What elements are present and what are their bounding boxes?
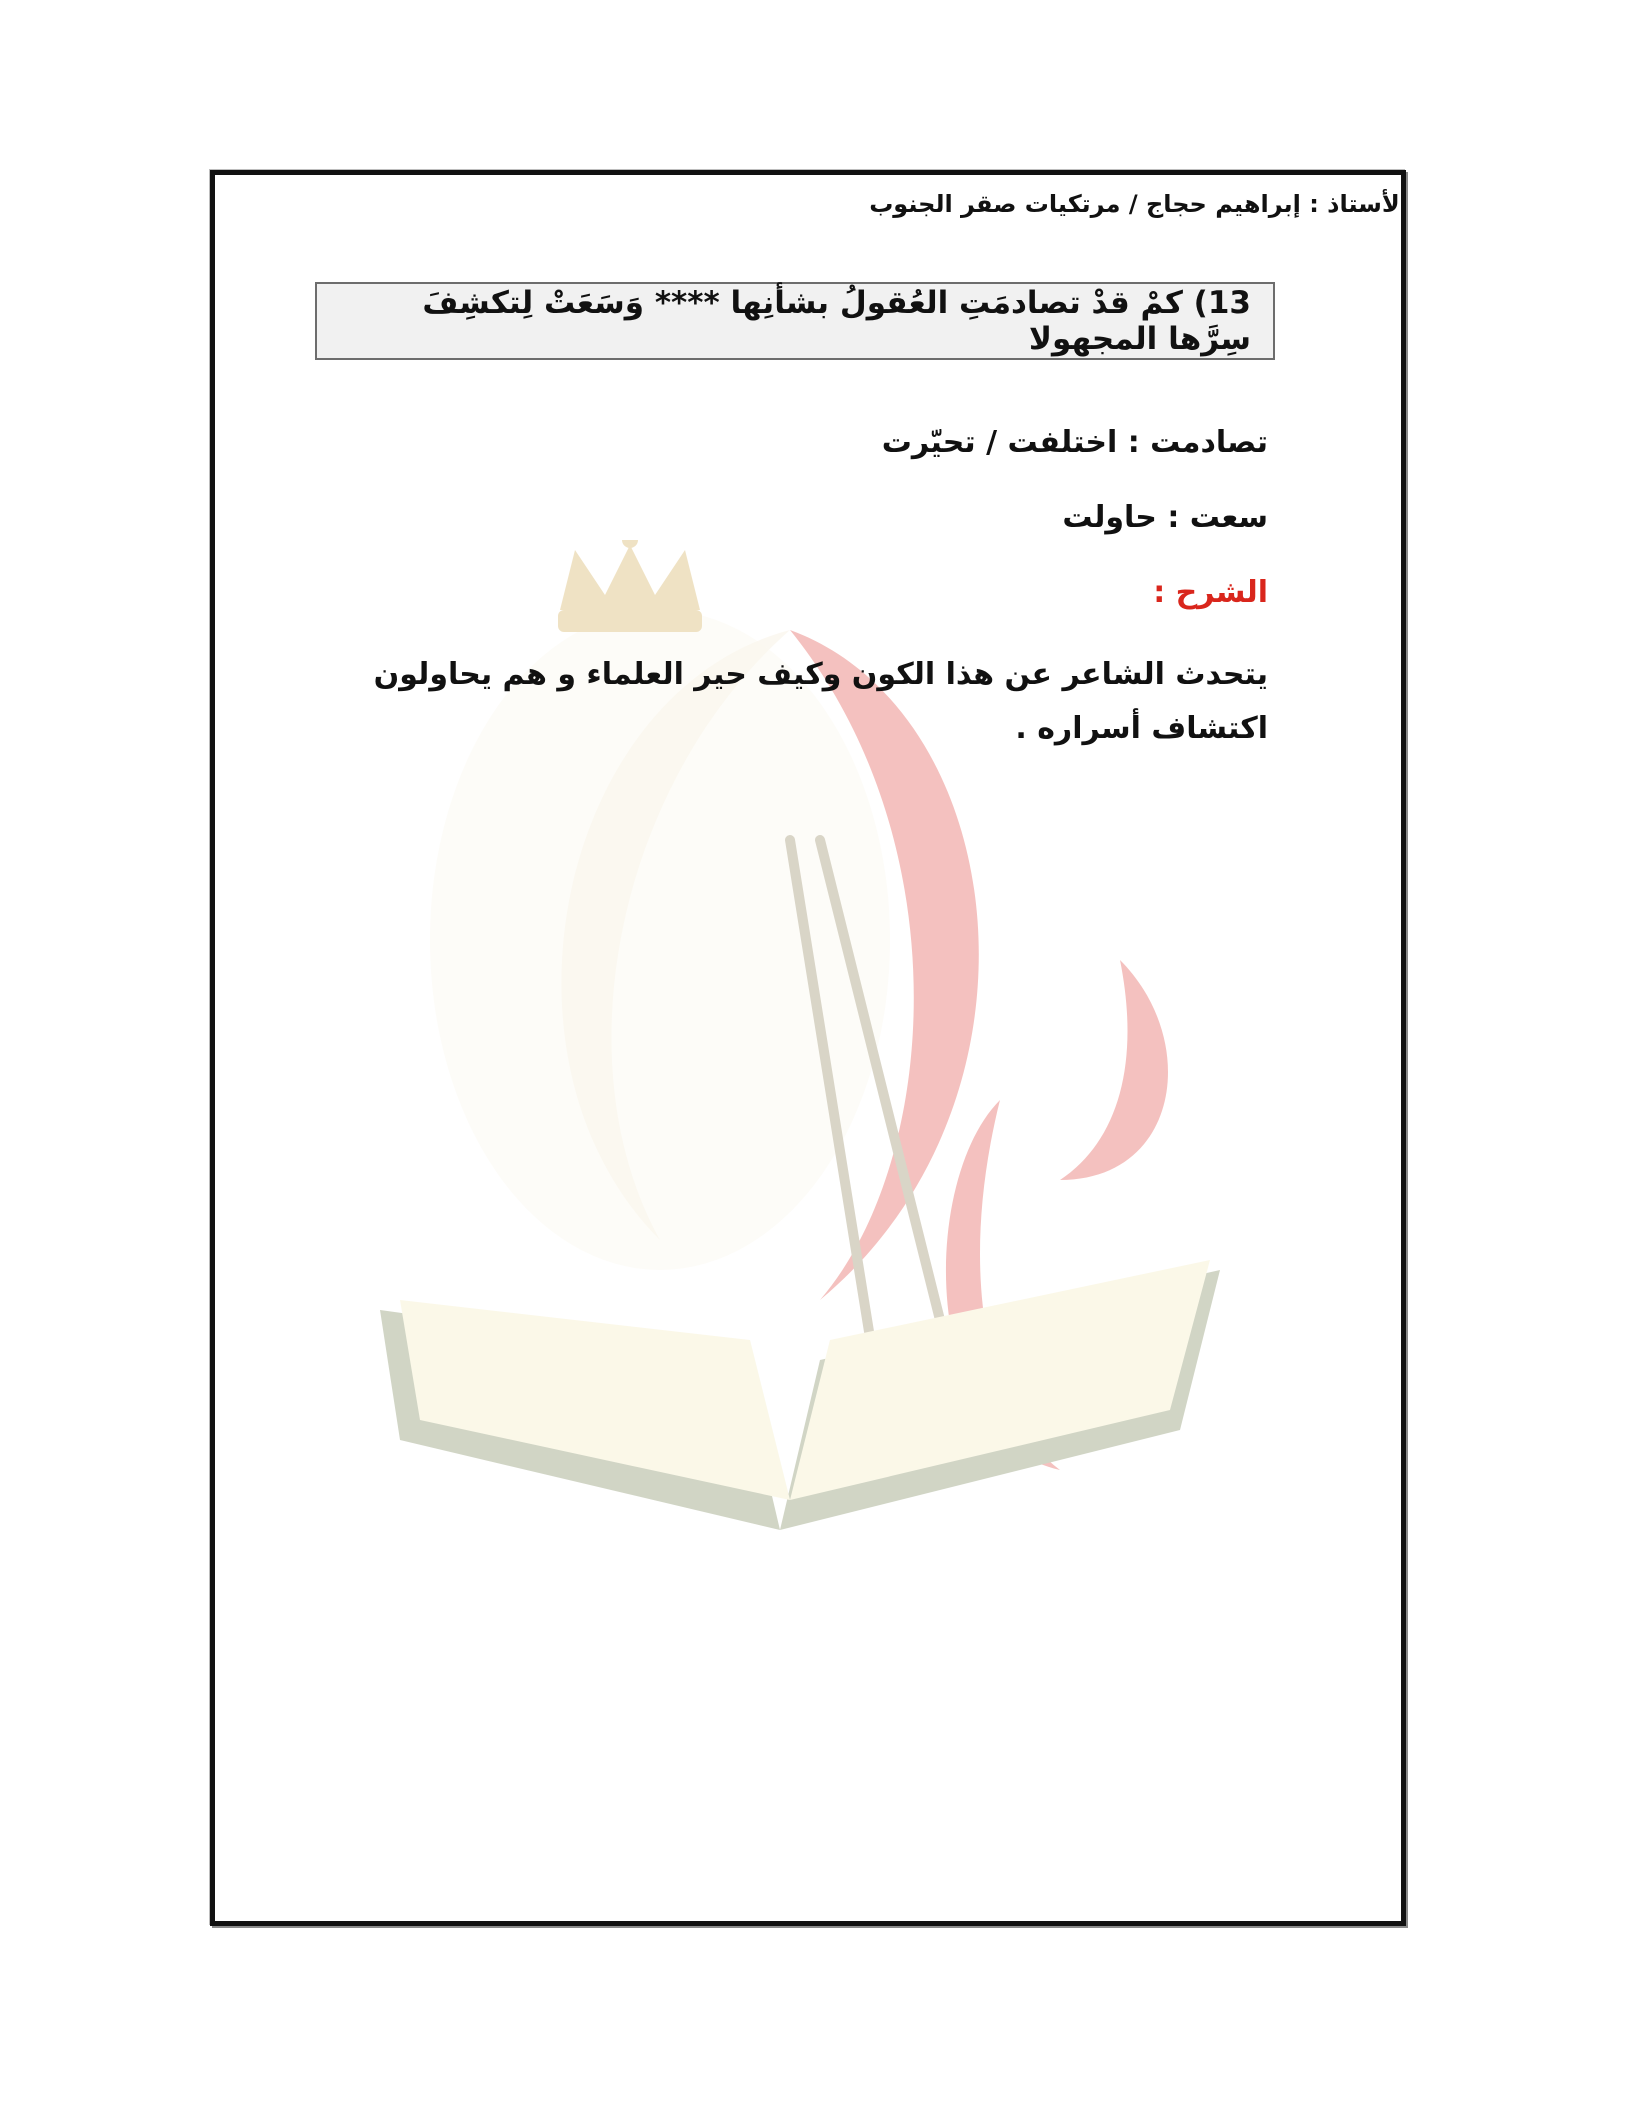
definition-line: سعت : حاولت	[1062, 500, 1268, 535]
verse-box	[315, 282, 1275, 360]
teacher-header: الأستاذ : إبراهيم حجاج / مرتكيات صقر الجنوب	[869, 190, 1408, 218]
verse-text: 13) كمْ قدْ تصادمَتِ العُقولُ بشأنِها **** وَسَعَتْ لِتكشِفَ سِرَّها المجهولا	[422, 285, 1251, 357]
definition-line: تصادمت : اختلفت / تحيّرت	[881, 425, 1268, 460]
explanation-text: يتحدث الشاعر عن هذا الكون وكيف حير العلماء و هم يحاولون اكتشاف أسراره .	[373, 657, 1268, 746]
explanation-heading: الشرح :	[1153, 575, 1268, 610]
